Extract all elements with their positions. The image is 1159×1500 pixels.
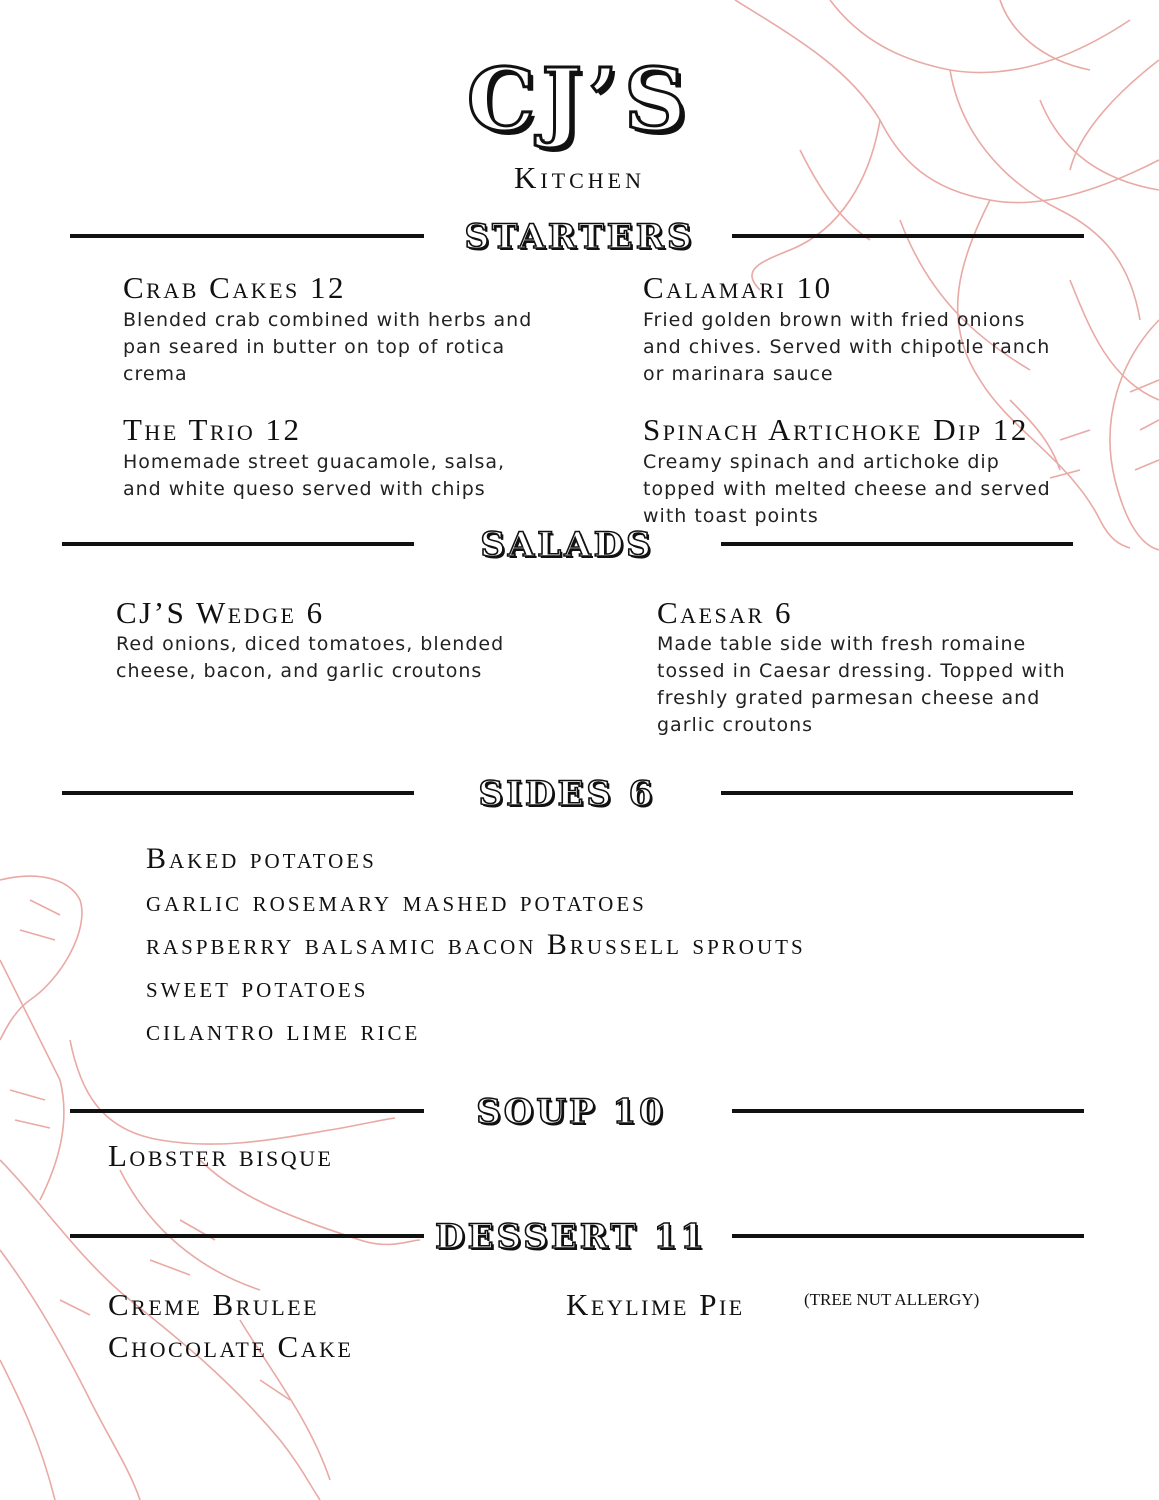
allergy-note: (TREE NUT ALLERGY): [804, 1290, 980, 1309]
sides-heading: SIDES 6: [478, 774, 656, 814]
menu-item-description: Made table side with fresh romaine tossed in Caesar dressing. Topped with freshly grated parmesan cheese and garlic croutons: [657, 633, 1066, 736]
menu-item-description: Red onions, diced tomatoes, blended cheese, bacon, and garlic croutons: [116, 633, 505, 682]
menu-item-name: Crab Cakes 12: [123, 270, 347, 305]
menu-item-description: Homemade street guacamole, salsa, and white queso served with chips: [123, 451, 506, 500]
soup-heading: SOUP 10: [476, 1092, 666, 1132]
side-item: raspberry balsamic bacon Brussell sprouts: [146, 928, 806, 961]
menu-item-name: Spinach Artichoke Dip 12: [643, 412, 1029, 447]
dessert-heading: DESSERT 11: [435, 1217, 707, 1257]
salads-heading: SALADS: [480, 525, 654, 565]
sides-list: [146, 842, 806, 1057]
menu-item-description: Blended crab combined with herbs and pan seared in butter on top of rotica crema: [123, 309, 533, 385]
side-item: garlic rosemary mashed potatoes: [146, 885, 647, 918]
starters-heading: STARTERS: [464, 217, 695, 257]
menu-item-name: Calamari 10: [643, 270, 833, 305]
side-item: Baked potatoes: [146, 842, 377, 875]
menu-item-name: Chocolate Cake: [108, 1329, 354, 1364]
menu-item-name: CJ’S Wedge 6: [116, 595, 325, 630]
menu-item-description: Creamy spinach and artichoke dip topped with melted cheese and served with toast points: [643, 451, 1051, 527]
menu-item-name: Creme Brulee: [108, 1287, 320, 1322]
menu-item-description: Fried golden brown with fried onions and chives. Served with chipotle ranch or marinara sauce: [643, 309, 1051, 385]
menu-item-name: Caesar 6: [657, 595, 794, 630]
menu-item-name: Lobster bisque: [108, 1138, 334, 1173]
restaurant-logo-title: CJ’S: [466, 50, 693, 151]
menu-item-name: The Trio 12: [123, 412, 302, 447]
side-item: sweet potatoes: [146, 971, 369, 1004]
menu-item-name: Keylime Pie: [566, 1287, 745, 1322]
restaurant-subtitle: Kitchen: [513, 160, 646, 195]
side-item: cilantro lime rice: [146, 1014, 421, 1047]
